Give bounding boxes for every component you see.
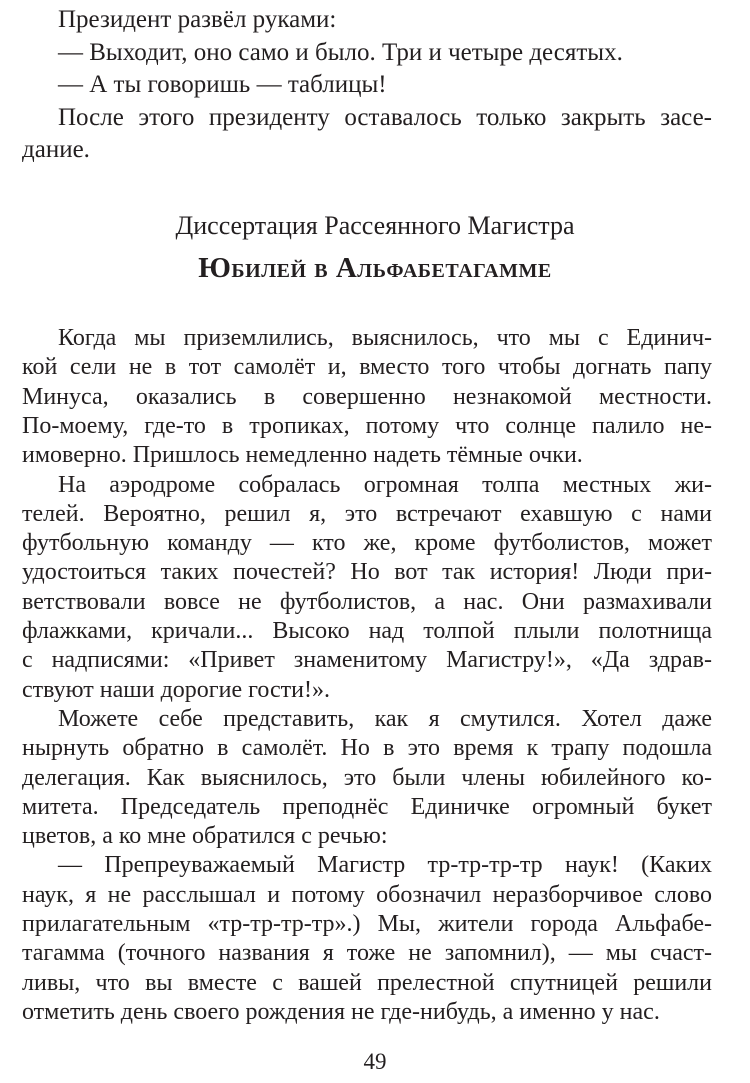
text-line: делегация. Как выяснилось, это были члены юбилейного ко- [22, 764, 712, 791]
text-line: наук, я не расслышал и потому обозначил неразборчивое слово [22, 881, 712, 908]
text-line: дание. [22, 136, 90, 163]
text-line: цветов, а ко мне обратился с речью: [22, 823, 388, 850]
text-line: футбольную команду — кто же, кроме футболистов, может [22, 530, 712, 557]
page-number: 49 [363, 1049, 387, 1074]
text-line: отметить день своего рождения не где-нибудь, а именно у нас. [22, 998, 660, 1025]
text-line: прилагательным «тр-тр-тр-тр».) Мы, жители города Альфабе- [22, 911, 712, 937]
text-line: — Препреуважаемый Магистр тр-тр-тр-тр наук! (Каких [58, 852, 712, 879]
text-line: нырнуть обратно в самолёт. Но в это время к трапу подошла [22, 735, 712, 762]
text-line: — Выходит, оно само и было. Три и четыре десятых. [58, 39, 623, 66]
text-line: митета. Председатель преподнёс Единичке огромный букет [22, 793, 712, 820]
text-line: ствуют наши дорогие гости!». [22, 676, 330, 703]
text-line: — А ты говоришь — таблицы! [58, 71, 387, 98]
story-subtitle: Диссертация Рассеянного Магистра [175, 211, 575, 240]
text-line: с надписями: «Привет знаменитому Магистру!», «Да здрав- [22, 647, 712, 674]
text-line: Президент развёл руками: [58, 6, 337, 33]
text-line: ливы, что вы вместе с вашей прелестной спутницей решили [22, 969, 712, 996]
text-line: На аэродроме собралась огромная толпа местных жи- [58, 471, 712, 498]
text-line: Можете себе представить, как я смутился. Хотел даже [58, 705, 712, 732]
text-line: телей. Вероятно, решил я, это встречают ехавшую с нами [22, 500, 712, 527]
text-line: флажками, кричали... Высоко над толпой плыли полотнища [22, 618, 712, 644]
text-line: имоверно. Пришлось немедленно надеть тёмные очки. [22, 442, 583, 469]
text-line: тагамма (точного названия я тоже не запомнил), — мы счаст- [22, 940, 712, 967]
story-title: Юбилей в Альфабетагамме [198, 252, 552, 284]
text-line: После этого президенту оставалось только закрыть засе- [58, 104, 712, 131]
text-line: По-моему, где-то в тропиках, потому что солнце палило не- [22, 412, 712, 439]
text-line: Когда мы приземлились, выяснилось, что мы с Единич- [58, 325, 712, 351]
text-line: кой сели не в тот самолёт и, вместо того чтобы догнать папу [22, 354, 712, 381]
text-line: ветствовали вовсе не футболистов, а нас. Они размахивали [22, 588, 712, 615]
text-line: удостоиться таких почестей? Но вот так история! Люди при- [22, 559, 712, 586]
text-line: Минуса, оказались в совершенно незнакомой местности. [22, 383, 712, 410]
